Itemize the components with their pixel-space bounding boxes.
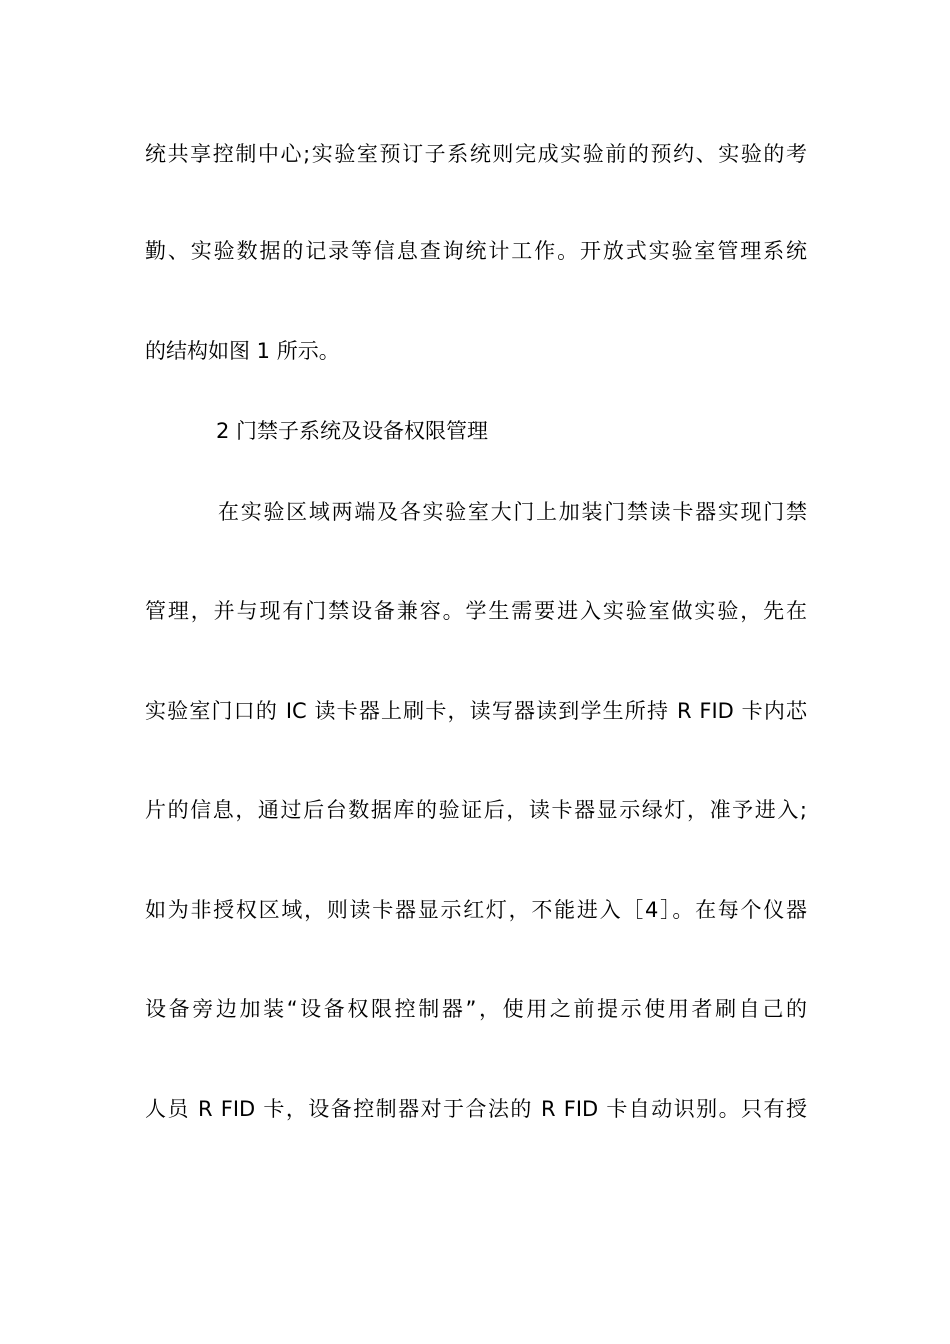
paragraph-line-1: 统共享控制中心;实验室预订子系统则完成实验前的预约、实验的考 [145,142,807,166]
section-line-7: 人员 R FID 卡，设备控制器对于合法的 R FID 卡自动识别。只有授 [145,1097,807,1121]
section-heading: 2 门禁子系统及设备权限管理 [216,419,489,443]
section-line-1: 在实验区域两端及各实验室大门上加装门禁读卡器实现门禁 [218,500,807,524]
section-line-3: 实验室门口的 IC 读卡器上刷卡，读写器读到学生所持 R FID 卡内芯 [145,699,807,723]
section-line-2: 管理，并与现有门禁设备兼容。学生需要进入实验室做实验，先在 [145,599,807,623]
section-line-4: 片的信息，通过后台数据库的验证后，读卡器显示绿灯，准予进入; [145,798,807,822]
section-line-5: 如为非授权区域，则读卡器显示红灯，不能进入［4］。在每个仪器 [145,898,807,922]
paragraph-line-3: 的结构如图 1 所示。 [145,339,340,363]
paragraph-line-2: 勤、实验数据的记录等信息查询统计工作。开放式实验室管理系统 [145,239,807,263]
section-line-6: 设备旁边加装“设备权限控制器”，使用之前提示使用者刷自己的 [145,997,807,1021]
